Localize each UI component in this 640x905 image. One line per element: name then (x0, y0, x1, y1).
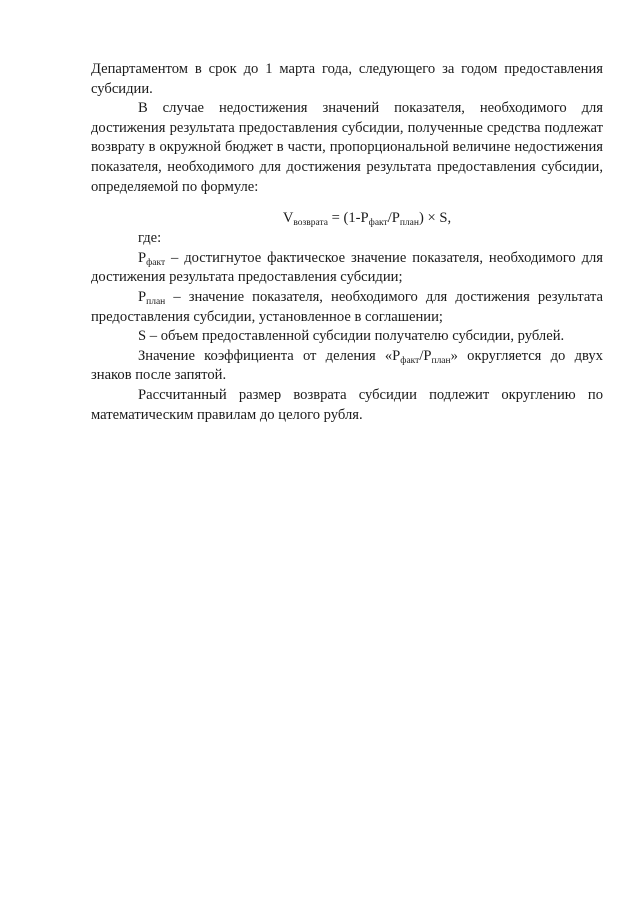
definition-p-plan (91, 288, 603, 327)
formula-eq-open: = (1-P (328, 210, 369, 227)
definition-p-fact-symbol: P (138, 249, 147, 266)
coef-text-b: /P (419, 347, 432, 364)
paragraph-return-condition: В случае недостижения значений показателя, необходимого для достижения результата предоставления субсидии, полученные средства подлежат возврату в окружной бюджет в части, пропорциональной величине недостижения показателя, необходимого для достижения результата предоставления субсидии, определяемой по формуле: (91, 100, 603, 195)
coef-text-c: » округляется до двух знаков после запятой. (91, 347, 603, 384)
definition-p-plan-symbol: P (138, 288, 147, 305)
document-body (91, 60, 603, 425)
formula-v: V (282, 210, 294, 227)
formula-v-subscript: возврата (293, 218, 328, 229)
formula-fact-subscript: факт (368, 218, 388, 229)
formula-tail: ) × S, (419, 210, 452, 227)
coef-text-a: Значение коэффициента от деления «P (138, 347, 401, 364)
definition-p-plan-text: – значение показателя, необходимого для достижения результата предоставления субсидии, установленное в соглашении; (91, 288, 603, 325)
where-label: где: (138, 230, 162, 247)
paragraph-return-rounding: Рассчитанный размер возврата субсидии подлежит округлению по математическим правилам до целого рубля. (91, 386, 603, 423)
definition-p-plan-subscript: план (146, 296, 166, 307)
definition-s: S – объем предоставленной субсидии получателю субсидии, рублей. (138, 328, 565, 345)
return-formula (91, 207, 603, 229)
coef-fact-subscript: факт (400, 355, 420, 366)
definition-p-fact-subscript: факт (146, 257, 166, 268)
paragraph-coefficient-rounding (91, 347, 603, 386)
coef-plan-subscript: план (431, 355, 451, 366)
paragraph-department-deadline: Департаментом в срок до 1 марта года, следующего за годом предоставления субсидии. (91, 61, 603, 97)
formula-slash: /P (387, 210, 400, 227)
formula-plan-subscript: план (399, 218, 419, 229)
definition-p-fact-text: – достигнутое фактическое значение показателя, необходимого для достижения результата предоставления субсидии; (91, 249, 603, 286)
definition-p-fact (91, 249, 603, 288)
